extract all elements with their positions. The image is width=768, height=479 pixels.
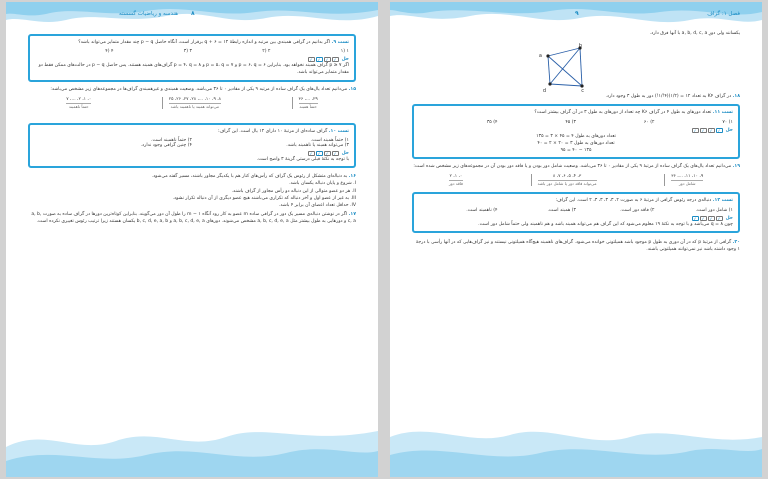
check-icon: ✓ bbox=[717, 215, 721, 221]
check-icon: ✓ bbox=[693, 215, 697, 221]
test-10-text: گراف ساده‌ای از مرتبهٔ ۱۰ دارای ۱۲ یال است. این گراف: bbox=[217, 128, 328, 134]
left-page bbox=[6, 2, 378, 477]
graph-edge bbox=[548, 56, 550, 84]
test-9-title: تست ۹. bbox=[331, 40, 349, 45]
vertex-label-a: a bbox=[538, 53, 542, 59]
graph-edge bbox=[580, 48, 582, 86]
test-11-options bbox=[419, 120, 733, 125]
graph-figure bbox=[538, 40, 592, 96]
option-1[interactable]: ۱) شامل دور است. bbox=[695, 207, 733, 213]
page-number: ۸ bbox=[191, 10, 195, 17]
item-16-condition: II. هر دو عضو متوالی از این دنباله دو رأس مجاور از گراف باشند. bbox=[231, 188, 356, 194]
check-icon: ✓ bbox=[709, 127, 713, 133]
test-11-title: تست ۱۱. bbox=[712, 110, 733, 116]
option-3[interactable]: ۳) ۴۵ bbox=[565, 119, 576, 125]
check-icon: ✓ bbox=[317, 151, 321, 157]
item-16-condition: IV. حداقل تعداد اعضای آن برابر ۴ باشد. bbox=[278, 203, 356, 209]
test-10-options bbox=[35, 138, 349, 148]
check-icon: ✓ bbox=[693, 127, 697, 133]
set-has-cycle: ۹، ۱۰، ۱۱، ...، ۳۶ شامل دور bbox=[664, 174, 709, 186]
graph-vertex bbox=[548, 82, 551, 85]
option-1[interactable]: ۱ (۱ bbox=[340, 49, 349, 55]
graph-edge bbox=[550, 48, 580, 84]
check-icon: ✓ bbox=[325, 151, 329, 157]
set-disconnected: ۰، ۱، ۲، ...، ۷ حتماً ناهمبند bbox=[66, 96, 92, 109]
option-4[interactable]: ۴) چنین گرافی وجود ندارد. bbox=[140, 143, 192, 149]
check-icon: ✓ bbox=[717, 127, 721, 133]
graph-edge bbox=[550, 84, 582, 86]
set-either: ۳، ۴، ۵، ۶، ۷، ۸ می‌تواند فاقد دور یا شامل دور باشد bbox=[531, 174, 603, 186]
item-19-sets bbox=[412, 174, 740, 186]
item-17-text: اگر در نوشتن دنباله‌ی مسیر یک دور در گرافی ساده m عضو به کار رود آنگاه m − ۱ را طول آن دور می‌گویند. بنابراین کوتاه‌ترین دورها در گراف ساده به صورت a, b, c, a و دورهایی به طول بیشتر مثل a, b, c, d, e, a مشخص می‌شوند. دورهای a, b, c, d, e, a و b, c, d, e, a, b یکسان هستند زیرا ترتیب رئوس تغییری نکرده است. bbox=[31, 212, 356, 225]
option-2[interactable]: ۲) حتماً ناهمبند است. bbox=[151, 138, 192, 144]
item-20-number: ۲۰. bbox=[732, 239, 740, 245]
answer-checkboxes bbox=[692, 216, 723, 221]
item-16-condition: I. شروع و پایان دنباله یکسان باشد. bbox=[289, 181, 356, 187]
test-12-title: تست ۱۲. bbox=[712, 198, 733, 204]
running-head: فصل ۱: گراف bbox=[707, 11, 740, 17]
set-acyclic: ۰، ۱، ۲ فاقد دور bbox=[448, 174, 463, 187]
check-icon: ✓ bbox=[709, 215, 713, 221]
check-icon: ✓ bbox=[309, 151, 313, 157]
test-9-options bbox=[35, 49, 349, 54]
check-icon: ✓ bbox=[333, 57, 337, 63]
check-icon: ✓ bbox=[701, 215, 705, 221]
option-3[interactable]: ۳) همبند است. bbox=[547, 207, 576, 213]
item-18-number: ۱۸. bbox=[732, 94, 740, 100]
test-11-box bbox=[412, 104, 740, 159]
solution-label: حل bbox=[341, 151, 349, 157]
option-2[interactable]: ۲) ۶۰ bbox=[643, 119, 655, 125]
check-icon: ✓ bbox=[333, 151, 337, 157]
test-12-solution: چون q = ۸ می‌باشد و با توجه به نکتهٔ ۱۹ معلوم می‌شود که این گراف هم می‌تواند همبند باشد و هم ناهمبند ولی حتماً شامل دور است. bbox=[478, 221, 733, 227]
option-4[interactable]: ۴) ناهمبند است. bbox=[466, 207, 498, 213]
item-16-number: ۱۶. bbox=[348, 174, 356, 180]
item-17-number: ۱۷. bbox=[348, 212, 356, 218]
graph-vertex bbox=[546, 54, 549, 57]
item-15-number: ۱۵. bbox=[348, 86, 356, 92]
test-9-text: اگر بدانیم در گرافی همبندی بین مرتبه و اندازه رابطهٔ q + ۶ = ۱۲ برقرار است، آنگاه حاصل p − q چند مقدار متمایز می‌تواند باشد؟ bbox=[78, 40, 331, 45]
test-12-text: دنباله‌ی درجه رئوس گرافی از مرتبهٔ ۶ به صورت ۲، ۳، ۳، ۳، ۳، ۲ است. این گراف: bbox=[555, 198, 712, 204]
option-1[interactable]: ۱) حتماً همبند است. bbox=[310, 138, 349, 144]
item-16-text: به دنباله‌ای متشکل از رئوس یک گراف که رأس‌های کنار هم با یکدیگر مجاور باشند، مسیر گفته می‌شود. bbox=[151, 174, 348, 180]
answer-checkboxes bbox=[692, 128, 723, 133]
test-10-solution: با توجه به نکتهٔ قبلی درستی گزینهٔ ۳ واضح است. bbox=[256, 157, 349, 163]
check-icon: ✓ bbox=[325, 57, 329, 63]
set-either: ۸، ۹، ۱۰، ...، ۲۸، ۲۷، ۲۶، ۲۵ می‌تواند همبند یا ناهمبند باشد bbox=[162, 97, 227, 109]
item-15-sets bbox=[28, 97, 356, 109]
formula-line: ۱۳۵ − ۴۰ = ۹۵ bbox=[560, 148, 592, 154]
test-9-box bbox=[28, 34, 356, 82]
page-number: ۹ bbox=[575, 10, 579, 17]
left-content bbox=[28, 30, 356, 226]
solution-label: حل bbox=[341, 57, 349, 63]
formula-line: تعداد دورهای به طول ۳ = ۲۰ × ۲ = ۴۰ bbox=[537, 140, 615, 146]
option-1[interactable]: ۱) ۷۰ bbox=[722, 119, 733, 125]
test-12-options bbox=[419, 208, 733, 213]
test-9-solution: اگر p ≥ ۷ گراف همبند نخواهد بود. بنابراین p = ۶، q = ۶ و p = ۵، q = ۷ و p = ۴، q = ۸ گراف‌های همبند هستند. پس حاصل p − q در حالت‌های ممکن فقط دو مقدار متمایز می‌تواند باشد. bbox=[38, 63, 349, 76]
bottom-wave-decoration bbox=[390, 407, 762, 477]
check-icon: ✓ bbox=[317, 57, 321, 63]
check-icon: ✓ bbox=[701, 127, 705, 133]
item-19-number: ۱۹. bbox=[732, 164, 740, 170]
option-2[interactable]: ۲ (۲ bbox=[262, 49, 271, 55]
graph-edge bbox=[548, 48, 580, 56]
item-16-condition: III. به غیر از عضو اول و آخر دنباله که تکراری می‌باشند هیچ عضو دیگری از آن دنباله تکرار نشود. bbox=[172, 195, 356, 201]
option-3[interactable]: ۳ (۳ bbox=[183, 49, 192, 55]
graph-edge bbox=[548, 56, 582, 86]
vertex-label-d: d bbox=[542, 88, 546, 94]
item-19-text: می‌دانیم تعداد یال‌های یک گراف ساده از مرتبهٔ ۹ یکی از مقادیر ۰ تا ۳۶ می‌باشد. وضعیت شامل دور بودن و یا فاقد دور بودن آن در مجموعه‌های زیر مشخص شده است: bbox=[413, 164, 732, 170]
test-10-box bbox=[28, 123, 356, 168]
item-18-text: در گراف K۴ به تعداد ۱۲ = (۱/۲)(۴!/۱!) دور به طول ۳ وجود دارد. bbox=[605, 94, 732, 100]
vertex-label-c: c bbox=[581, 88, 584, 94]
test-11-text: تعداد دورهای به طول ۴ در گراف K۶ چه تعداد از دورهای به طول ۳ در آن گراف بیشتر است؟ bbox=[534, 110, 712, 116]
option-4[interactable]: ۴ (۴ bbox=[105, 49, 114, 55]
test-10-title: تست ۱۰. bbox=[328, 128, 349, 134]
test-12-box bbox=[412, 192, 740, 232]
option-3[interactable]: ۳) می‌تواند همبند یا ناهمبند باشد. bbox=[286, 143, 349, 149]
vertex-label-b: b bbox=[578, 43, 582, 49]
set-connected: ۲۹، ...، ۳۶ حتماً همبند bbox=[292, 97, 324, 109]
option-4[interactable]: ۴) ۳۵ bbox=[486, 119, 498, 125]
bottom-wave-decoration bbox=[6, 407, 378, 477]
formula-line: تعداد دورهای به طول ۴ = ۴۵ × ۳ = ۱۳۵ bbox=[536, 133, 616, 139]
item-20-text: گرافی از مرتبهٔ p که در آن دوری به طول p موجود باشد همیلتونی خوانده می‌شود. گراف‌های ناهمبند هیچ‌گاه همیلتونی نیستند و نیز گراف‌هایی که در آنها رأسی با درجهٔ ۱ وجود داشته باشد نیز نمی‌توانند همیلتونی باشند. bbox=[415, 239, 740, 253]
check-icon: ✓ bbox=[309, 57, 313, 63]
right-page bbox=[390, 2, 762, 477]
option-2[interactable]: ۲) فاقد دور است. bbox=[620, 207, 655, 213]
intro-text: یکسانند ولی دورِ a, b, d, c, a با آنها فرق دارد. bbox=[649, 31, 740, 36]
solution-label: حل bbox=[725, 127, 733, 133]
item-15-text: می‌دانیم تعداد یال‌های یک گراف ساده از مرتبه ۹ یکی از مقادیر ۰ تا ۳۶ می‌باشد. وضعیت همبندی و غیرهمبندی گراف‌ها در مجموعه‌های زیر مشخص می‌باشد: bbox=[50, 86, 348, 92]
running-head: هندسه و ریاضیات گسسته bbox=[119, 11, 178, 17]
solution-label: حل bbox=[725, 215, 733, 221]
